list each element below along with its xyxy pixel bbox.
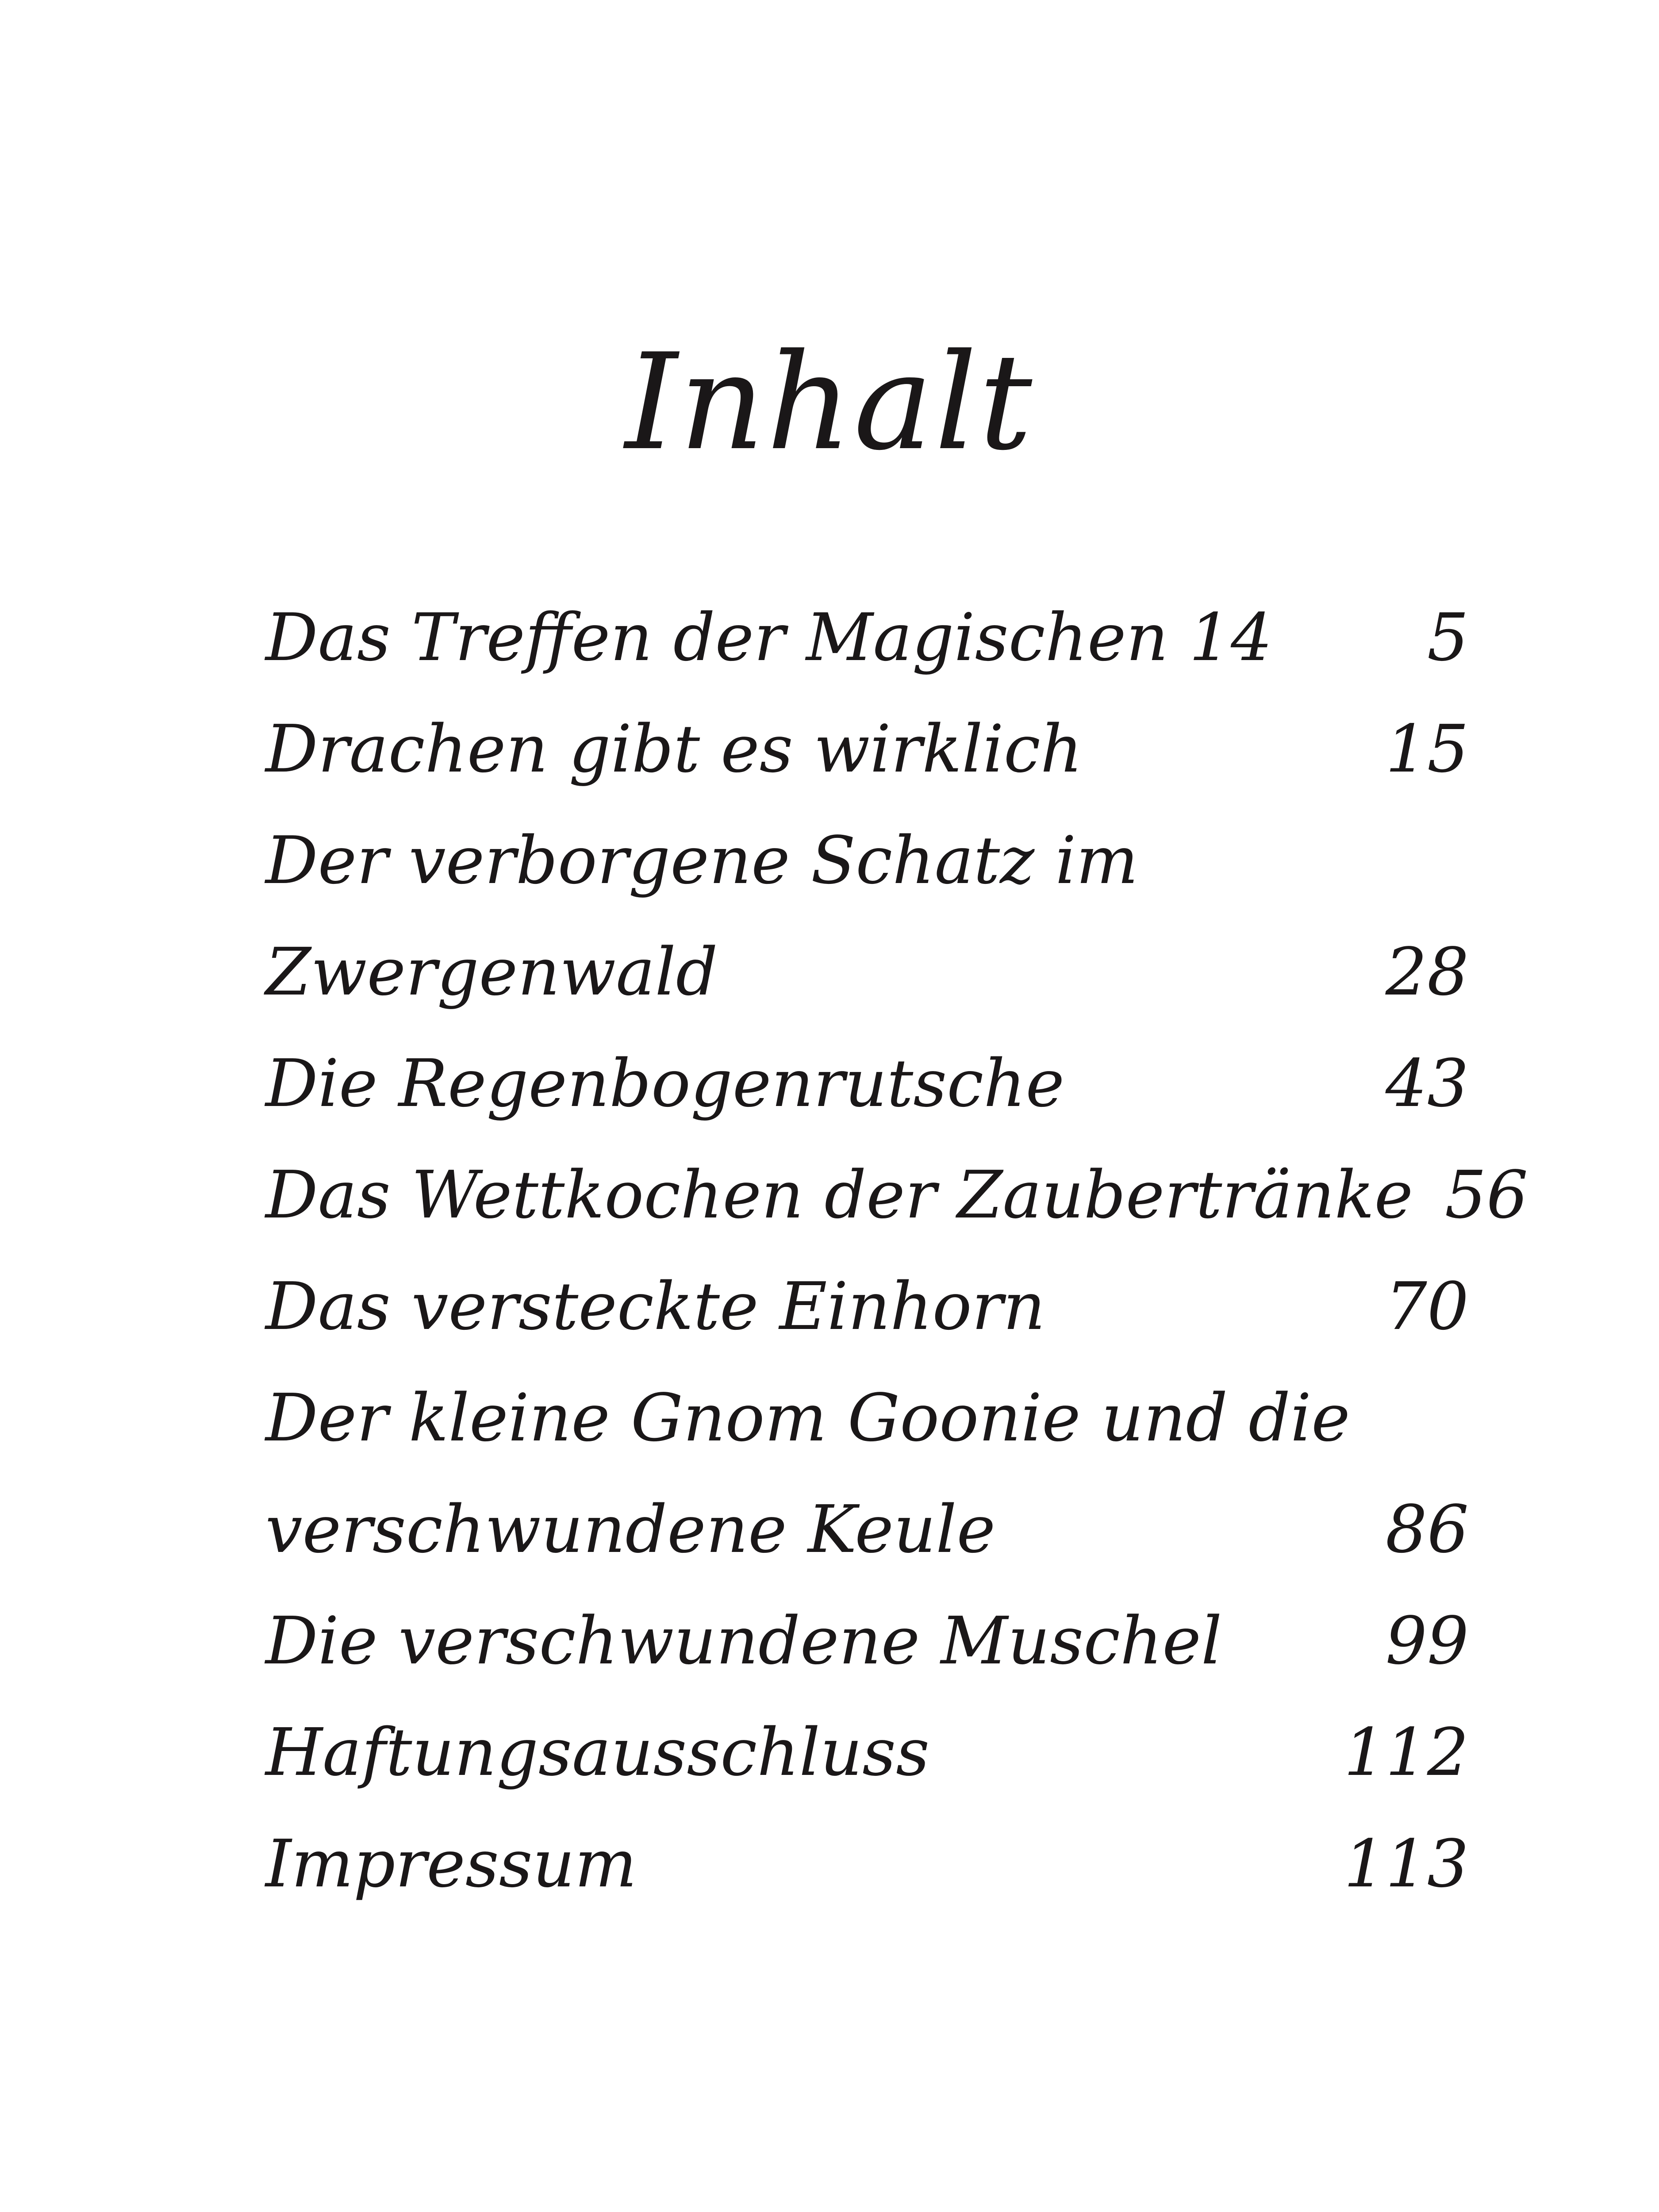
toc-entry-title: Haftungsausschluss: [265, 1714, 930, 1790]
toc-entry[interactable]: [265, 1808, 1469, 1920]
toc-entry-title: Die verschwundene Muschel: [265, 1603, 1222, 1679]
toc-entry-page-number: 5: [1427, 599, 1469, 676]
toc-entry[interactable]: [265, 582, 1469, 693]
toc-entry-page-number: 70: [1385, 1268, 1469, 1344]
toc-entry-page-number: 86: [1385, 1491, 1469, 1567]
toc-entry-page-number: 28: [1385, 934, 1469, 1010]
toc-entry-page-number: 15: [1385, 711, 1469, 787]
table-of-contents: [265, 582, 1528, 1920]
toc-entry[interactable]: [265, 1697, 1469, 1808]
toc-entry-page-number: 43: [1385, 1045, 1469, 1121]
toc-entry-title: Das versteckte Einhorn: [265, 1268, 1045, 1344]
toc-entry-title: Drachen gibt es wirklich: [265, 711, 1083, 787]
toc-entry-title-line: verschwundene Keule: [265, 1491, 996, 1567]
toc-entry[interactable]: [265, 805, 1469, 1028]
toc-entry[interactable]: [265, 1028, 1469, 1139]
toc-entry-title: Das Treffen der Magischen 14: [265, 599, 1273, 676]
toc-entry-title-line: Der verborgene Schatz im: [265, 822, 1138, 899]
toc-entry[interactable]: [265, 1585, 1469, 1697]
toc-entry[interactable]: [265, 1362, 1469, 1585]
toc-entry-page-number: 56: [1444, 1157, 1528, 1233]
toc-entry[interactable]: [265, 1251, 1469, 1362]
page-title: Inhalt: [625, 325, 1034, 480]
toc-entry-title: [265, 805, 1138, 1028]
toc-entry[interactable]: [265, 693, 1469, 805]
toc-entry-page-number: 99: [1385, 1603, 1469, 1679]
toc-entry-page-number: 112: [1344, 1714, 1469, 1790]
toc-entry-title: Das Wettkochen der Zaubertränke: [265, 1157, 1413, 1233]
toc-entry-title: [265, 1362, 1350, 1585]
toc-entry-title-line: Der kleine Gnom Goonie und die: [265, 1380, 1350, 1456]
toc-entry-page-number: 113: [1344, 1826, 1469, 1902]
toc-entry-title-line: Zwergenwald: [265, 934, 718, 1010]
toc-entry-title: Impressum: [265, 1826, 637, 1902]
toc-entry[interactable]: [265, 1139, 1528, 1251]
toc-entry-title: Die Regenbogenrutsche: [265, 1045, 1065, 1121]
